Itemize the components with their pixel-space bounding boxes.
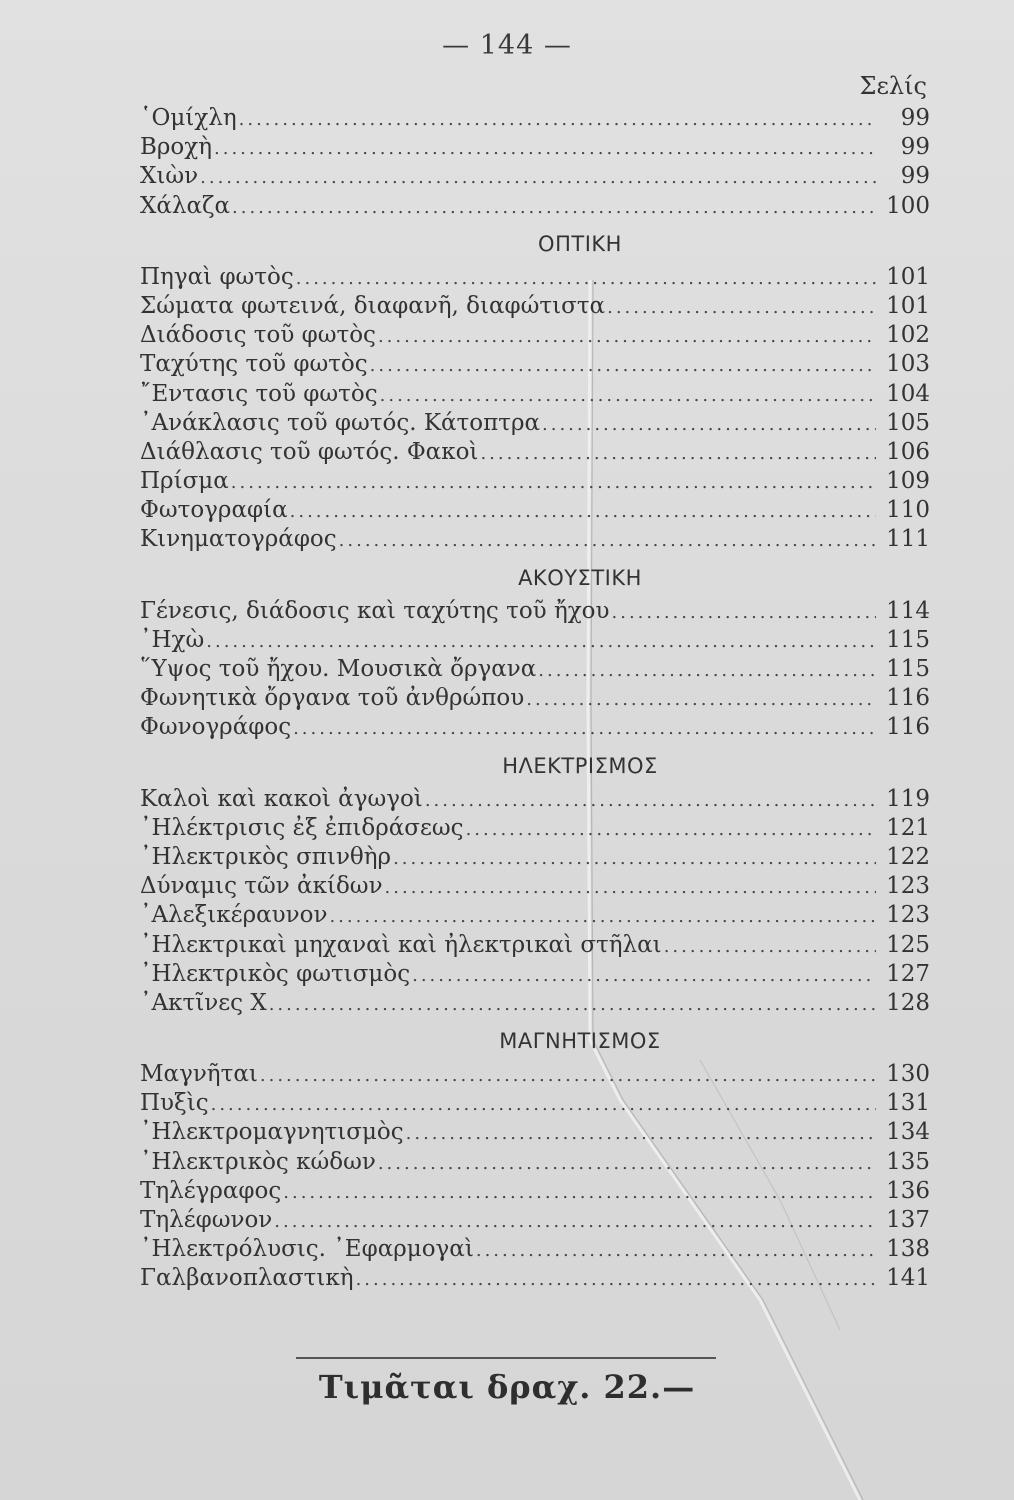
toc-entry	[140, 814, 930, 843]
dot-leader	[406, 1119, 876, 1148]
entry-page-number: 123	[886, 902, 930, 929]
entry-page-number: 104	[886, 380, 930, 407]
entry-page-number: 109	[886, 468, 930, 495]
entry-page-number: 136	[886, 1177, 930, 1204]
toc-entry	[140, 104, 930, 133]
dot-leader	[466, 815, 876, 844]
toc-entry	[140, 901, 930, 930]
toc-entry	[140, 525, 930, 554]
entry-page-number: 116	[886, 714, 930, 741]
entry-title: ῾Ομίχλη	[140, 105, 237, 131]
entry-page-number: 127	[886, 960, 930, 987]
entry-page-number: 114	[886, 597, 930, 624]
entry-title: Πυξὶς	[140, 1090, 209, 1117]
entry-title: Διάδοσις τοῦ φωτὸς	[140, 322, 376, 349]
dot-leader	[607, 293, 876, 322]
page-column-header: Σελίς	[859, 72, 927, 100]
toc-entry	[140, 960, 930, 989]
dot-leader	[356, 1265, 876, 1294]
entry-title: Μαγνῆται	[140, 1061, 258, 1088]
dot-leader	[480, 439, 876, 468]
entry-title: Πρίσμα	[140, 468, 229, 495]
entry-page-number: 102	[886, 322, 930, 349]
toc-entry	[140, 1118, 930, 1147]
entry-title: ᾿Ηλεκτρικὸς φωτισμὸς	[140, 960, 411, 987]
entry-title: ῞Υψος τοῦ ἤχου. Μουσικὰ ὄργανα	[140, 656, 537, 682]
entry-title: Κινηματογράφος	[140, 526, 337, 553]
dot-leader	[612, 598, 876, 627]
entry-title: ᾿Ηλεκτρικὸς κώδων	[140, 1148, 376, 1175]
toc-entry	[140, 1235, 930, 1264]
dot-leader	[538, 656, 876, 685]
toc-entry	[140, 843, 930, 872]
dot-leader	[269, 990, 876, 1019]
price-label: Τιμᾶται δραχ. 22.—	[318, 1368, 696, 1406]
toc-entry	[140, 713, 930, 742]
toc-entry	[140, 1206, 930, 1235]
toc-entry	[140, 684, 930, 713]
dot-leader	[378, 1149, 876, 1178]
entry-page-number: 116	[886, 685, 930, 712]
toc-entry	[140, 1264, 930, 1293]
entry-title: Χιὼν	[140, 163, 199, 190]
entry-title: Ταχύτης τοῦ φωτὸς	[140, 351, 368, 378]
entry-title: Φωτογραφία	[140, 497, 288, 524]
entry-title: Τηλέγραφος	[140, 1177, 282, 1204]
dot-leader	[370, 351, 876, 380]
toc-entry	[140, 192, 930, 221]
toc-sections	[140, 104, 930, 1294]
toc-entry	[140, 785, 930, 814]
toc-entry	[140, 350, 930, 379]
entry-page-number: 115	[886, 656, 930, 682]
toc-entry	[140, 496, 930, 525]
dot-leader	[283, 1178, 876, 1207]
toc-entry	[140, 292, 930, 321]
dot-leader	[664, 932, 876, 961]
entry-title: Γένεσις, διάδοσις καὶ ταχύτης τοῦ ἤχου	[140, 597, 610, 624]
entry-page-number: 110	[886, 497, 930, 524]
entry-title: ῎Εντασις τοῦ φωτὸς	[140, 380, 378, 407]
entry-page-number: 101	[886, 263, 930, 290]
toc-entry	[140, 467, 930, 496]
entry-title: Φωνογράφος	[140, 714, 292, 741]
section-heading: ΑΚΟΥΣΤΙΚΗ	[518, 565, 642, 590]
toc-entry	[140, 162, 930, 191]
entry-title: Σώματα φωτεινά, διαφανῆ, διαφώτιστα	[140, 292, 606, 319]
entry-page-number: 106	[886, 438, 930, 465]
entry-page-number: 121	[886, 814, 930, 841]
entry-page-number: 141	[886, 1265, 930, 1292]
dot-leader	[329, 902, 876, 931]
entry-title: Βροχὴ	[140, 134, 212, 161]
entry-page-number: 99	[900, 105, 930, 131]
dot-leader	[393, 844, 876, 873]
entry-page-number: 135	[886, 1148, 930, 1175]
dot-leader	[211, 1090, 876, 1119]
dot-leader	[274, 1207, 876, 1236]
dot-leader	[200, 163, 876, 192]
entry-title: Γαλβανοπλαστικὴ	[140, 1265, 354, 1292]
dot-leader	[214, 134, 876, 163]
entry-page-number: 123	[886, 873, 930, 900]
toc-entry	[140, 409, 930, 438]
entry-title: ᾿Ηλεκτρομαγνητισμὸς	[140, 1119, 404, 1146]
entry-title: ᾿Ηλεκτρικαὶ μηχαναὶ καὶ ἠλεκτρικαὶ στῆλαι	[140, 931, 662, 958]
toc-entry	[140, 321, 930, 350]
entry-page-number: 103	[886, 351, 930, 378]
toc-entry	[140, 438, 930, 467]
page-number: — 144 —	[442, 30, 572, 61]
dot-leader	[231, 468, 876, 497]
dot-leader	[412, 961, 876, 990]
entry-title: ᾿Ηλεκτρικὸς σπινθὴρ	[140, 843, 392, 870]
dot-leader	[206, 627, 876, 656]
entry-page-number: 101	[886, 292, 930, 319]
entry-title: ᾿Ηλεκτρόλυσις. ᾿Εφαρμογαὶ	[140, 1236, 474, 1263]
section-heading: ΟΠΤΙΚΗ	[538, 231, 622, 256]
divider-rule	[296, 1357, 716, 1359]
entry-title: Δύναμις τῶν ἀκίδων	[140, 873, 383, 900]
entry-title: ᾿Ακτῖνες Χ	[140, 989, 267, 1016]
toc-entry	[140, 1060, 930, 1089]
entry-title: ᾿Ανάκλασις τοῦ φωτός. Κάτοπτρα	[140, 409, 540, 436]
toc-entry	[140, 1089, 930, 1118]
toc-entry	[140, 597, 930, 626]
dot-leader	[260, 1061, 876, 1090]
dot-leader	[526, 685, 876, 714]
dot-leader	[232, 193, 876, 222]
entry-page-number: 122	[886, 843, 930, 870]
dot-leader	[239, 105, 876, 134]
dot-leader	[385, 873, 876, 902]
dot-leader	[476, 1236, 876, 1265]
entry-title: Τηλέφωνον	[140, 1207, 273, 1233]
toc-entry	[140, 931, 930, 960]
entry-title: ᾿Ηλέκτρισις ἐξ ἐπιδράσεως	[140, 814, 464, 841]
dot-leader	[542, 410, 876, 439]
entry-title: Διάθλασις τοῦ φωτός. Φακοὶ	[140, 438, 479, 465]
section-heading: ΜΑΓΝΗΤΙΣΜΟΣ	[499, 1029, 661, 1054]
entry-page-number: 99	[900, 134, 930, 161]
dot-leader	[380, 381, 876, 410]
entry-page-number: 128	[886, 989, 930, 1016]
entry-page-number: 111	[886, 526, 930, 553]
entry-page-number: 137	[886, 1207, 930, 1233]
section-heading: ΗΛΕΚΤΡΙΣΜΟΣ	[502, 753, 658, 778]
toc-entry	[140, 380, 930, 409]
entry-page-number: 138	[886, 1236, 930, 1263]
entry-page-number: 105	[886, 409, 930, 436]
entry-title: Φωνητικὰ ὄργανα τοῦ ἀνθρώπου	[140, 685, 525, 712]
entry-title: ᾿Ηχὼ	[140, 626, 205, 653]
table-of-contents	[140, 68, 930, 1294]
toc-entry	[140, 626, 930, 655]
entry-page-number: 115	[886, 626, 930, 653]
entry-page-number: 125	[886, 931, 930, 958]
entry-title: Πηγαὶ φωτὸς	[140, 263, 294, 290]
toc-entry	[140, 655, 930, 684]
entry-page-number: 100	[886, 192, 930, 219]
entry-title: ᾿Αλεξικέραυνον	[140, 902, 328, 929]
dot-leader	[378, 322, 876, 351]
toc-entry	[140, 989, 930, 1018]
entry-page-number: 130	[886, 1061, 930, 1088]
entry-title: Καλοὶ καὶ κακοὶ ἀγωγοὶ	[140, 785, 423, 812]
toc-entry	[140, 263, 930, 292]
dot-leader	[290, 497, 876, 526]
dot-leader	[339, 526, 876, 555]
entry-page-number: 99	[900, 163, 930, 190]
toc-entry	[140, 1148, 930, 1177]
toc-entry	[140, 133, 930, 162]
dot-leader	[293, 714, 876, 743]
entry-title: Χάλαζα	[140, 192, 231, 219]
entry-page-number: 134	[886, 1119, 930, 1146]
entry-page-number: 131	[886, 1090, 930, 1117]
entry-page-number: 119	[886, 785, 930, 812]
dot-leader	[296, 264, 876, 293]
dot-leader	[425, 786, 876, 815]
toc-entry	[140, 1177, 930, 1206]
toc-entry	[140, 872, 930, 901]
